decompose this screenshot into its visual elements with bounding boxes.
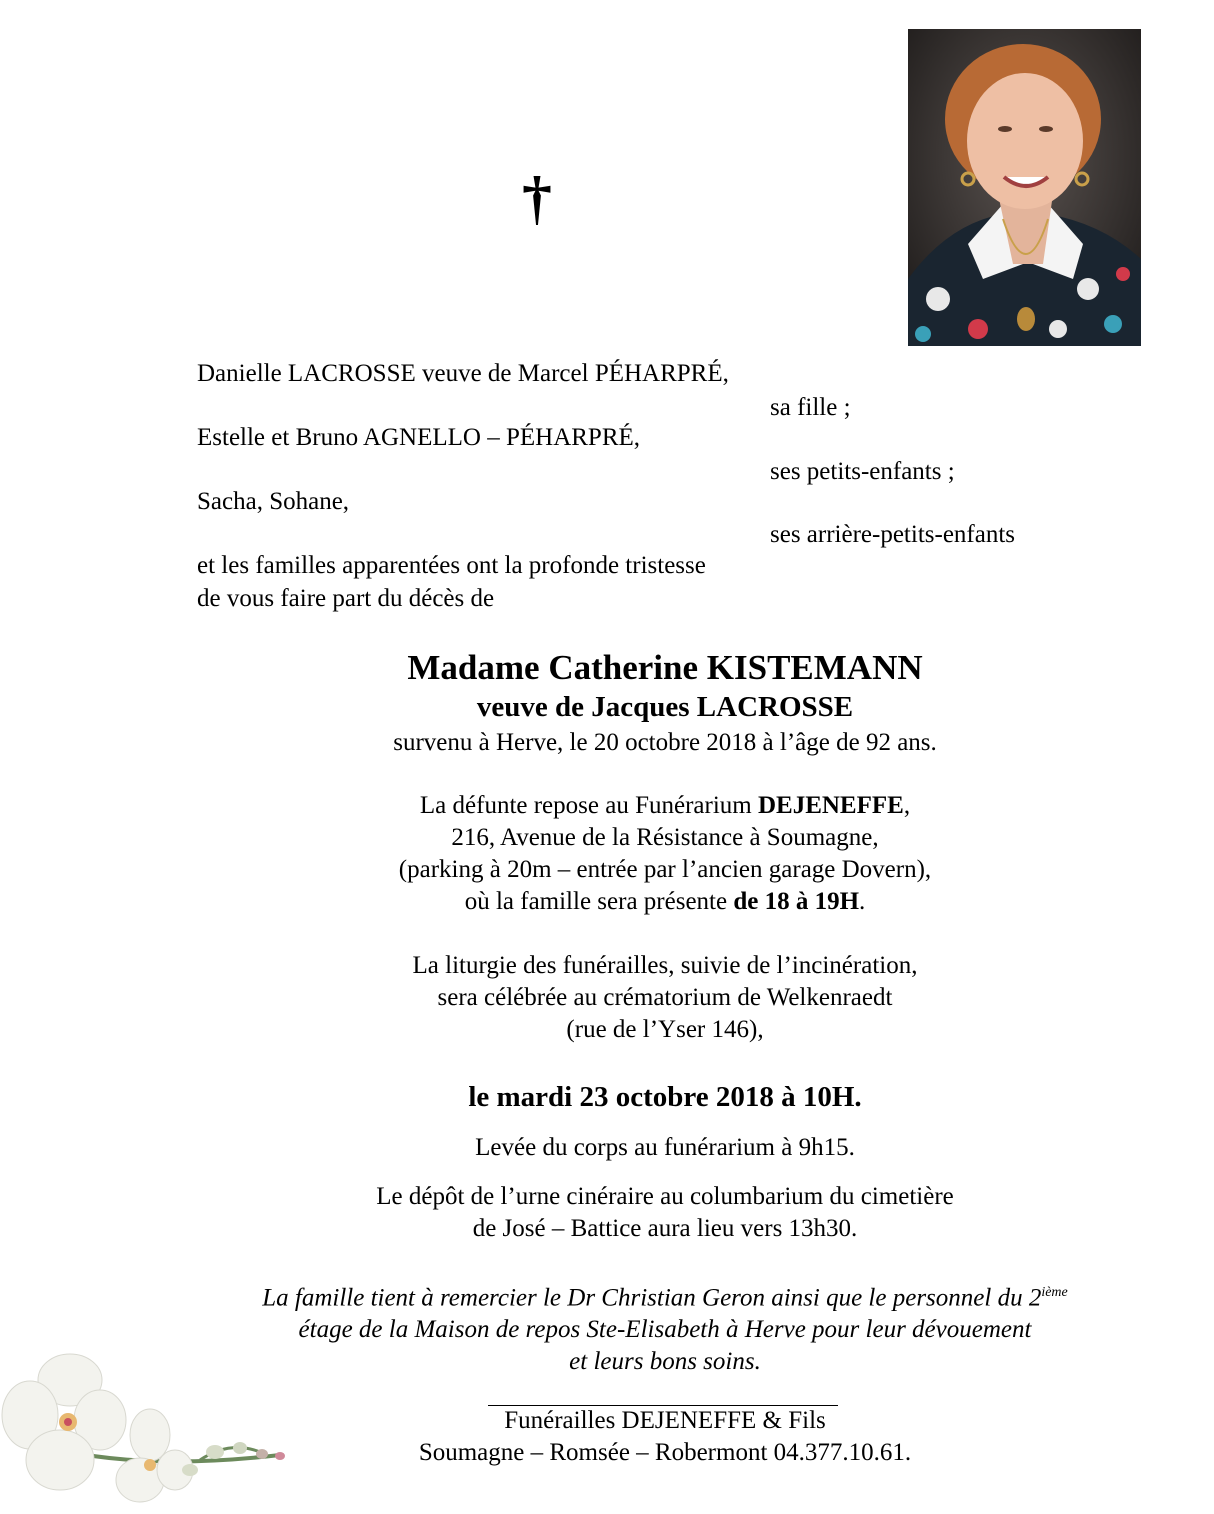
ceremony-date: le mardi 23 octobre 2018 à 10H. (468, 1081, 862, 1113)
thanks-line3: et leurs bons soins. (569, 1348, 761, 1376)
urn-line2: de José – Battice aura lieu vers 13h30. (472, 1215, 858, 1242)
portrait-photo (908, 29, 1141, 346)
thanks-block (190, 1277, 1140, 1378)
family-role-daughter: sa fille ; (770, 394, 851, 421)
family-daughter: Danielle LACROSSE veuve de Marcel PÉHARPRÉ, (197, 360, 729, 387)
urn-line1: Le dépôt de l’urne cinéraire au columbarium du cimetière (376, 1183, 954, 1210)
levee-du-corps: Levée du corps au funérarium à 9h15. (475, 1134, 855, 1161)
family-grandchildren: Estelle et Bruno AGNELLO – PÉHARPRÉ, (197, 424, 641, 451)
visitation-line1: La défunte repose au Funérarium DEJENEFFE, (419, 792, 911, 819)
liturgy-block (200, 950, 1130, 1046)
funeral-home-block (200, 1405, 1130, 1469)
liturgy-line2: sera célébrée au crématorium de Welkenraedt (437, 984, 893, 1011)
visitation-line4: où la famille sera présente de 18 à 19H. (464, 888, 866, 915)
family-announcement-line1: et les familles apparentées ont la profonde tristesse (197, 552, 706, 579)
urn-deposit-block (200, 1181, 1130, 1245)
liturgy-line1: La liturgie des funérailles, suivie de l’incinération, (412, 952, 918, 979)
thanks-line2: étage de la Maison de repos Ste-Elisabeth à Herve pour leur dévouement (298, 1316, 1032, 1344)
family-announcement-line2: de vous faire part du décès de (197, 585, 495, 612)
visitation-line3: (parking à 20m – entrée par l’ancien garage Dovern), (398, 856, 932, 883)
family-role-grandchildren: ses petits-enfants ; (770, 458, 955, 485)
death-details: survenu à Herve, le 20 octobre 2018 à l’âge de 92 ans. (393, 729, 937, 756)
family-role-great-grandchildren: ses arrière-petits-enfants (770, 521, 1016, 548)
family-great-grandchildren: Sacha, Sohane, (197, 488, 350, 515)
thanks-line1: La famille tient à remercier le Dr Christian Geron ainsi que le personnel du 2ième (262, 1284, 1068, 1312)
visitation-block (200, 790, 1130, 918)
cross-icon: † (522, 165, 552, 231)
deceased-name: Madame Catherine KISTEMANN (407, 648, 923, 687)
visitation-line2: 216, Avenue de la Résistance à Soumagne, (451, 824, 879, 851)
deceased-widow-of: veuve de Jacques LACROSSE (476, 691, 854, 723)
liturgy-line3: (rue de l’Yser 146), (566, 1016, 764, 1043)
funeral-home-contact: Soumagne – Romsée – Robermont 04.377.10.61. (418, 1439, 912, 1466)
funeral-home-name: Funérailles DEJENEFFE & Fils (504, 1407, 826, 1434)
